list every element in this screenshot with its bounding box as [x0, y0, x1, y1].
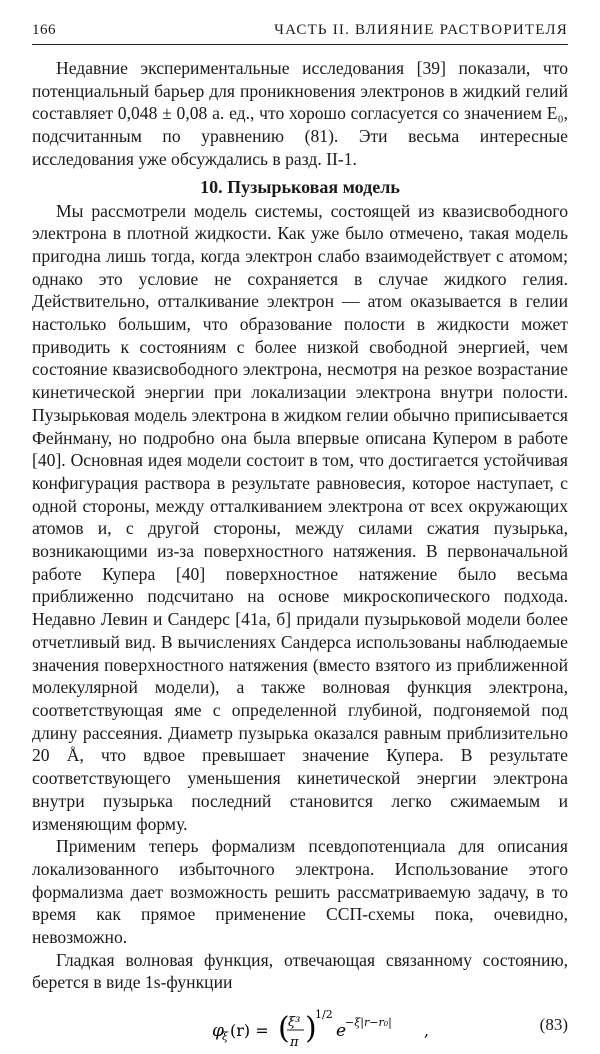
equation-83 — [32, 998, 568, 1054]
eq-lhs: φ — [212, 1021, 224, 1042]
eq-fraction-numerator: ξ³ — [288, 1015, 301, 1031]
eq-lhs-subscript: ξ — [222, 1030, 229, 1044]
page-header — [32, 20, 568, 45]
running-title: ЧАСТЬ II. ВЛИЯНИЕ РАСТВОРИТЕЛЯ — [274, 22, 568, 38]
paragraph: Недавние экспериментальные исследования [39] показали, что потенциальный барьер для проникновения электронов в жидкий гелий составляет 0,048 ± 0,08 а. ед., что хорошо согласуется со значением E₀, подсчитанным по уравнению (81). Эти весьма интересные исследования уже обсуждались в разд. II-1. — [32, 58, 568, 169]
section-title: 10. Пузырьковая модель — [200, 176, 400, 197]
paragraph: Мы рассмотрели модель системы, состоящей из квазисвободного электрона в плотной жидкости. Как уже было отмечено, такая модель пригодна лишь тогда, когда электрон слабо взаимодействует с атомом; однако это условие не сохраняется в случае жидкого гелия. Действительно, отталкивание электрон — атом оказывается в гелии настолько большим, что образование полости в жидкости может приводить к состояниям с более низкой свободной энергией, чем состояние квазисвободного электрона, несмотря на резкое возрастание кинетической энергии при локализации электрона внутри полости. Пузырьковая модель электрона в жидком гелии обычно приписывается Фейнману, но подробно она была впервые описана Купером в работе [40]. Основная идея модели состоит в том, что достигается устойчивая конфигурация раствора в результате равновесия, которое наступает, с одной стороны, между отталкиванием электрона от всех окружающих атомов и, с другой стороны, между силами сжатия пузырька, возникающими из-за поверхностного натяжения. В первоначальной работе Купера [40] поверхностное натяжение было весьма приближенно подсчитано на основе микроскопического подхода. Недавно Левин и Сандерс [41а, б] придали пузырьковой модели более отчетливый вид. В вычислениях Сандерса использованы наблюдаемые значения поверхностного натяжения (вместо взятого из приближенной молекулярной модели), а также волновая функция электрона, соответствующая яме с определенной глубиной, подгоняемой под длину рассеяния. Диаметр пузырька оказался равным приблизительно 20 Å, что вдвое превышает значение Купера. В результате соответствующего уменьшения кинетической энергии электрона внутри пузырька последний становится легко сжимаемым и изменяющим форму. — [32, 200, 568, 834]
eq-exp-power: −ξ|r−r₀| — [345, 1016, 392, 1030]
eq-trailing-comma: , — [424, 1021, 430, 1041]
paragraph: Гладкая волновая функция, отвечающая связанному состоянию, берется в виде 1s-функции — [32, 949, 568, 993]
equation-number: (83) — [539, 1015, 568, 1035]
eq-argument: (r) = — [230, 1021, 269, 1041]
page-number: 166 — [32, 22, 56, 38]
paragraph: Применим теперь формализм псевдопотенциала для описания локализованного избыточного электрона. Использование этого формализма дает возможность решить рассматриваемую задачу, в то время как прямое применение ССП-схемы пока, очевидно, невозможно. — [32, 836, 568, 948]
body-text — [32, 57, 568, 1054]
eq-fraction-denominator: π — [290, 1035, 299, 1051]
eq-exp-base: e — [336, 1021, 347, 1042]
eq-paren-right: ) — [305, 1011, 317, 1047]
eq-paren-left: ( — [278, 1011, 290, 1047]
eq-outer-exponent: 1/2 — [315, 1008, 333, 1022]
equation-formula — [212, 1010, 472, 1054]
